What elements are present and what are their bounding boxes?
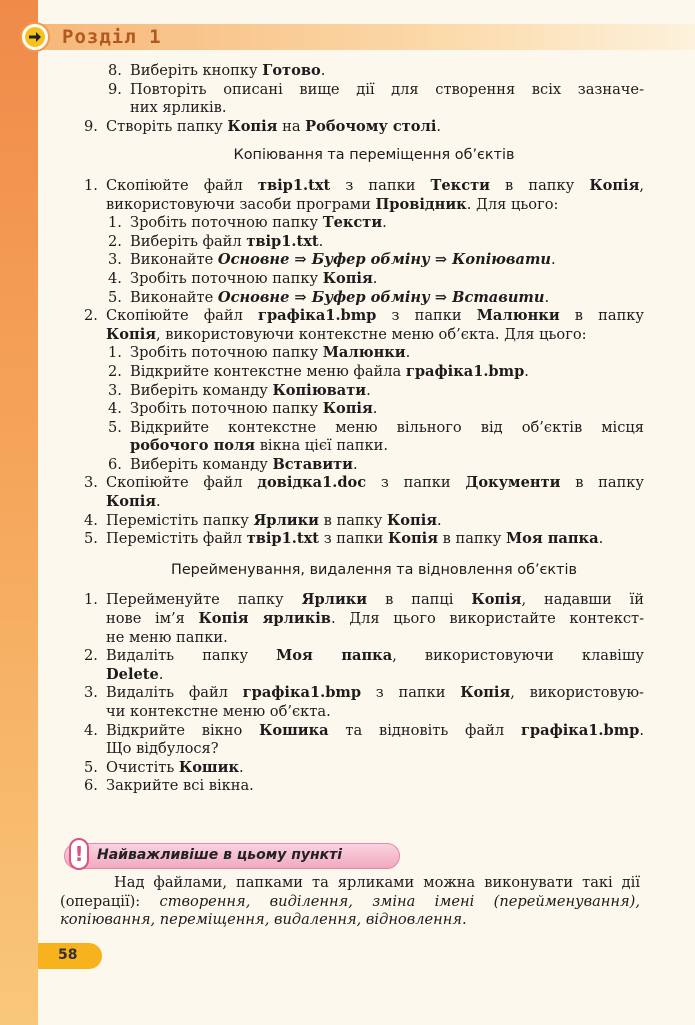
list-item: 3. Видаліть файл графіка1.bmp з папки Копія, використовую- чи контекстне меню об’єкта. [84,684,644,720]
list-item: 5. Перемістіть файл твір1.txt з папки Копія в папку Моя папка. [84,530,604,548]
list-item: 6. Закрийте всі вікна. [84,777,254,795]
list-item: 1. Зробіть поточною папку Малюнки. [108,344,411,362]
list-item: 8. Виберіть кнопку Готово. [108,62,326,79]
list-item: 3. Скопіюйте файл довідка1.doc з папки Документи в папку Копія. [84,474,645,511]
section-arrow-icon [20,22,50,52]
list-item: 2. Відкрийте контекстне меню файла графіка1.bmp. [108,362,529,380]
list-item: 3. Виберіть команду Копіювати. [108,381,371,399]
page-number: 58 [58,947,78,963]
section-heading-rename: Перейменування, видалення та відновлення об’єктів [171,561,577,578]
summary-text: Над файлами, папками та ярликами можна виконувати такі дії (операції): [60,874,641,910]
summary-paragraph: Над файлами, папками та ярликами можна виконувати такі дії (операції): створення, виділення, зміна імені (перейменування), копіювання, переміщення, видалення, відновлення. [60,874,641,929]
exclamation-icon: ! [69,838,89,870]
list-item: 1. Скопіюйте файл твір1.txt з папки Тексти в папку Копія, використовуючи засоби програми Провідник. Для цього: [84,176,644,213]
list-item: 1. Зробіть поточною папку Тексти. [108,214,387,232]
main-content [84,62,644,796]
list-item: 6. Виберіть команду Вставити. [108,455,358,473]
list-item: 4. Зробіть поточною папку Копія. [108,400,378,418]
list-item: 1. Перейменуйте папку Ярлики в папці Копія, надавши їй нове ім’я Копія ярликів. Для цього використайте контекст- не меню папки. [84,591,645,646]
list-item: 4. Перемістіть папку Ярлики в папку Копія. [84,511,442,529]
list-item: 5. Очистіть Кошик. [84,758,244,776]
list-item: 2. Видаліть папку Моя папка, використовуючи клавішу Delete. [84,647,644,683]
list-item: 9. Створіть папку Копія на Робочому столі. [84,117,441,135]
callout-title: Найважливіше в цьому пункті [97,847,343,863]
list-item: 4. Відкрийте вікно Кошика та відновіть файл графіка1.bmp. Що відбулося? [84,721,644,758]
list-item: 4. Зробіть поточною папку Копія. [108,269,378,287]
list-item: 5. Відкрийте контекстне меню вільного від об’єктів місця робочого поля вікна цієї папки. [108,418,644,455]
summary-operations: створення, виділення, зміна імені (перейменування), копіювання, переміщення, видалення, відновлення [60,892,640,929]
list-item: 3. Виконайте Основне ⇒ Буфер обміну ⇒ Копіювати. [108,251,556,269]
list-item: 9. Повторіть описані вище дії для створення всіх зазначе- них ярликів. [108,80,644,117]
key-point-callout [64,843,400,869]
list-item: 2. Скопіюйте файл графіка1.bmp з папки Малюнки в папку Копія, використовуючи контекстне меню об’єкта. Для цього: [84,307,645,343]
list-item: 2. Виберіть файл твір1.txt. [108,232,324,250]
list-item: 5. Виконайте Основне ⇒ Буфер обміну ⇒ Вставити. [108,288,550,306]
section-heading-copy: Копіювання та переміщення об’єктів [233,147,515,164]
left-color-bar [0,0,38,1025]
section-title: Розділ 1 [62,26,162,48]
